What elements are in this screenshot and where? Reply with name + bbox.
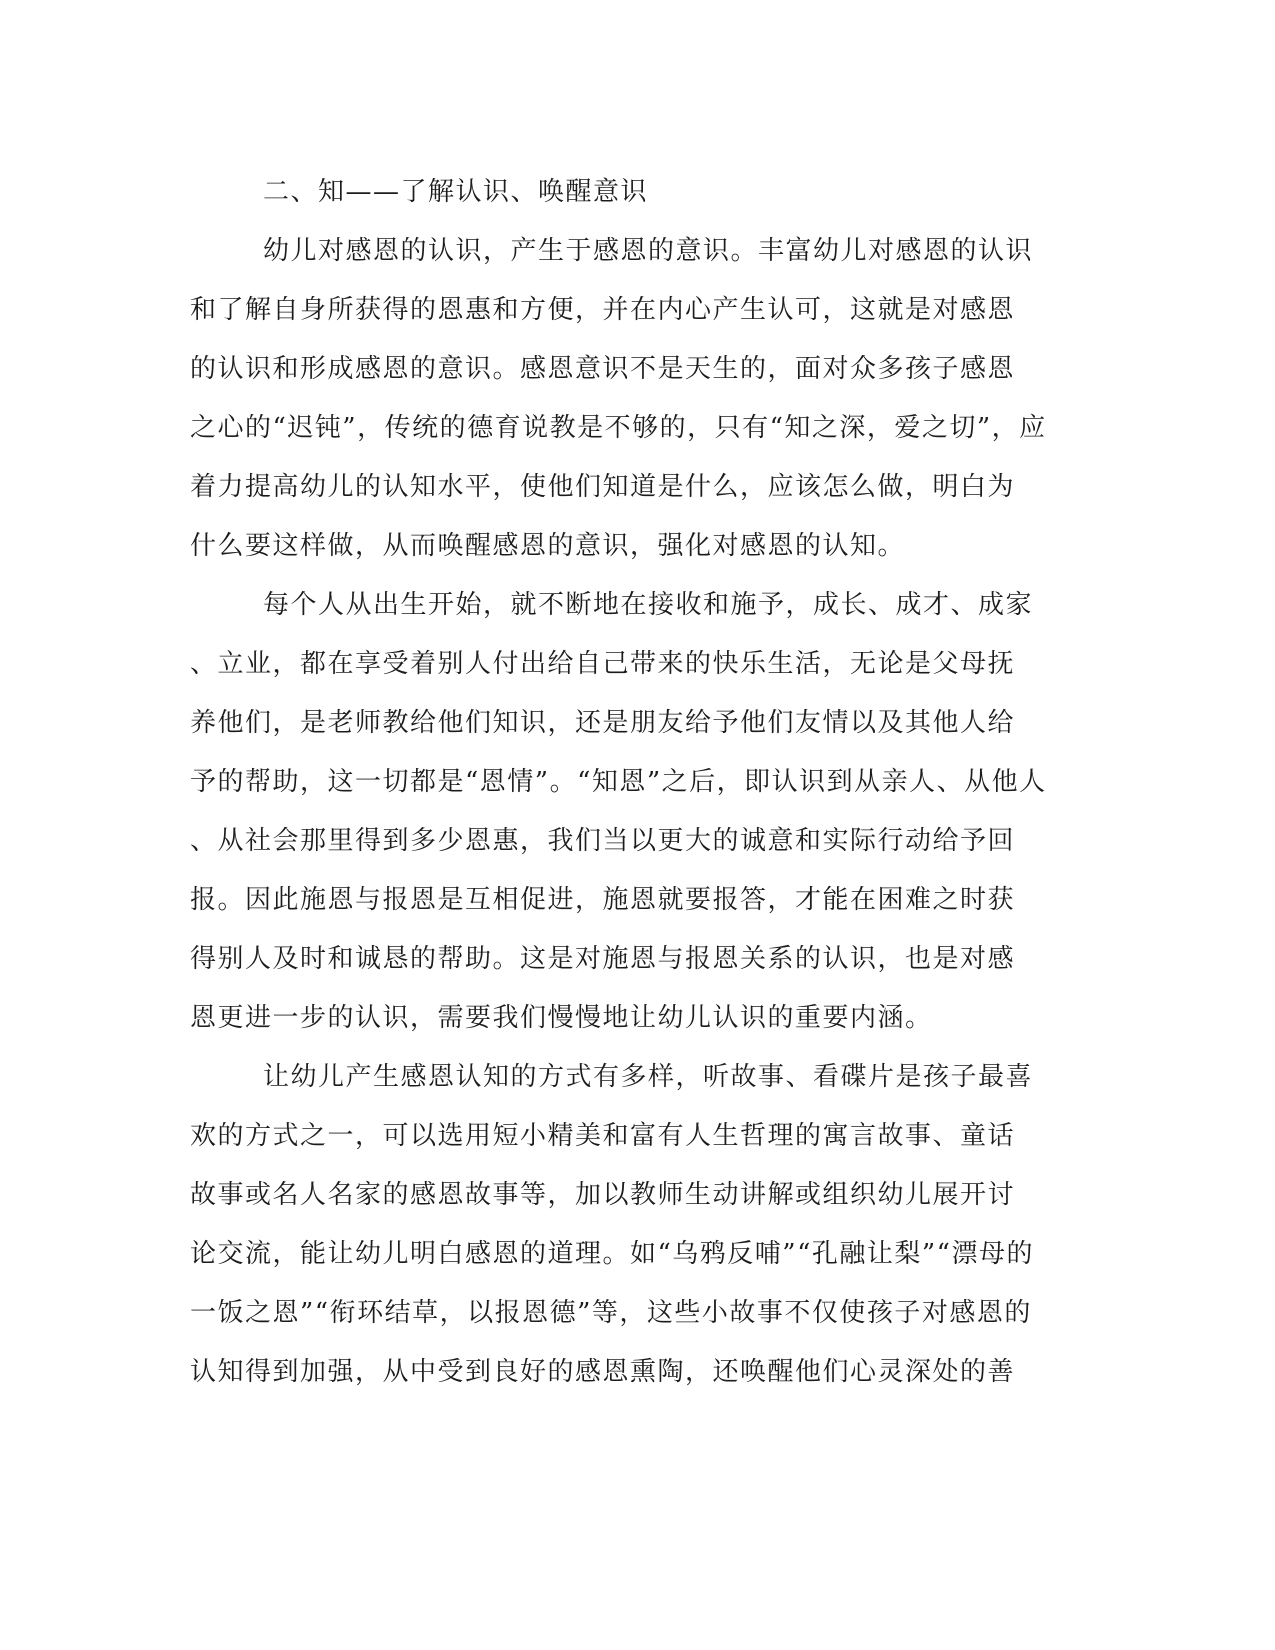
paragraph-line: 着力提高幼儿的认知水平，使他们知道是什么，应该怎么做，明白为 [190, 472, 1016, 502]
paragraph-line: 、从社会那里得到多少恩惠，我们当以更大的诚意和实际行动给予回 [190, 826, 1016, 856]
paragraph-line: 每个人从出生开始，就不断地在接收和施予，成长、成才、成家 [263, 590, 1034, 620]
paragraph-2 [190, 576, 1085, 1048]
paragraph-line: 让幼儿产生感恩认知的方式有多样，听故事、看碟片是孩子最喜 [263, 1062, 1034, 1092]
paragraph-line: 幼儿对感恩的认识，产生于感恩的意识。丰富幼儿对感恩的认识 [263, 236, 1034, 266]
section-heading: 二、知——了解认识、唤醒意识 [263, 177, 649, 207]
paragraph-line: 认知得到加强，从中受到良好的感恩熏陶，还唤醒他们心灵深处的善 [190, 1357, 1016, 1387]
paragraph-line: 恩更进一步的认识，需要我们慢慢地让幼儿认识的重要内涵。 [190, 1003, 933, 1033]
paragraph-line: 得别人及时和诚恳的帮助。这是对施恩与报恩关系的认识，也是对感 [190, 944, 1016, 974]
paragraph-1 [190, 222, 1085, 576]
paragraph-line: 什么要这样做，从而唤醒感恩的意识，强化对感恩的认知。 [190, 531, 906, 561]
paragraph-line: 、立业，都在享受着别人付出给自己带来的快乐生活，无论是父母抚 [190, 649, 1016, 679]
paragraph-line: 和了解自身所获得的恩惠和方便，并在内心产生认可，这就是对感恩 [190, 295, 1016, 325]
document-body [190, 163, 1085, 1402]
paragraph-3 [190, 1048, 1085, 1402]
paragraph-line: 报。因此施恩与报恩是互相促进，施恩就要报答，才能在困难之时获 [190, 885, 1016, 915]
paragraph-line: 故事或名人名家的感恩故事等，加以教师生动讲解或组织幼儿展开讨 [190, 1180, 1016, 1210]
paragraph-line: 一饭之恩”“衔环结草，以报恩德”等，这些小故事不仅使孩子对感恩的 [190, 1298, 1032, 1328]
paragraph-line: 的认识和形成感恩的意识。感恩意识不是天生的，面对众多孩子感恩 [190, 354, 1016, 384]
paragraph-line: 之心的“迟钝”，传统的德育说教是不够的，只有“知之深，爱之切”，应 [190, 413, 1047, 443]
paragraph-line: 予的帮助，这一切都是“恩情”。“知恩”之后，即认识到从亲人、从他人 [190, 767, 1047, 797]
paragraph-line: 养他们，是老师教给他们知识，还是朋友给予他们友情以及其他人给 [190, 708, 1016, 738]
paragraph-line: 论交流，能让幼儿明白感恩的道理。如“乌鸦反哺”“孔融让梨”“漂母的 [190, 1239, 1034, 1269]
paragraph-line: 欢的方式之一，可以选用短小精美和富有人生哲理的寓言故事、童话 [190, 1121, 1016, 1151]
